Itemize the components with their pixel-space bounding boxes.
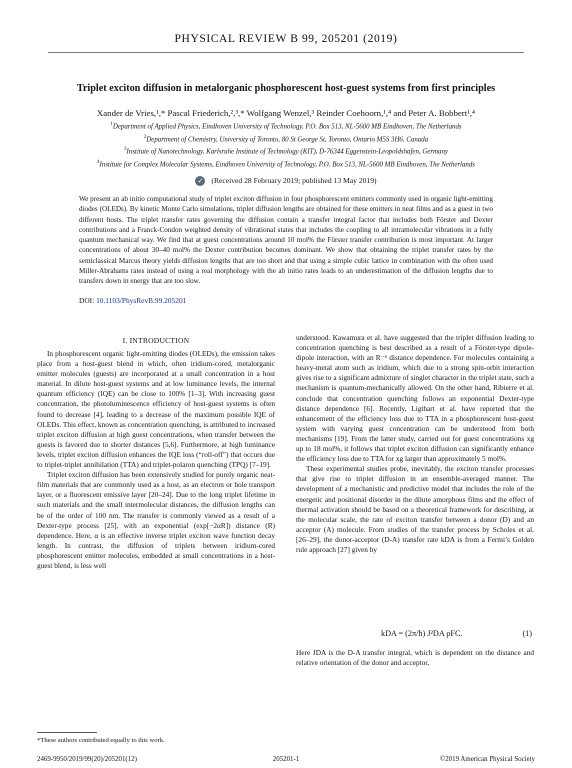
footer-copyright: ©2019 American Physical Society: [440, 756, 535, 763]
affiliation-number: 4: [97, 160, 100, 166]
doi-line: [79, 296, 186, 305]
header-rule: [48, 52, 524, 53]
affiliation-text: Department of Chemistry, University of Toronto, 80 St George St, Toronto, Ontario M5S 3H6, Canada: [146, 136, 429, 143]
section-heading: I. INTRODUCTION: [122, 336, 190, 345]
affiliation-3: [20, 145, 552, 158]
doi-link[interactable]: 10.1103/PhysRevB.99.205201: [96, 296, 187, 305]
author-list: Xander de Vries,¹,* Pascal Friederich,²,³,* Wolfgang Wenzel,³ Reinder Coehoorn,¹,⁴ and Peter A. Bobbert¹,⁴: [96, 108, 476, 118]
body-paragraph: understood. Kawamura et al. have suggested that the triplet diffusion leading to concentration quenching is best described as a result of a Förster-type dipole-dipole interaction, with an R⁻⁶ distance dependence. For molecules containing a heavy-metal atom such as iridium, which due to a strong spin-orbit interaction gives rise to a significant admixture of singlet character in the triplet state, such a mechanism is quantum-mechanically allowed. On the other hand, Ribierre et al. conclude that concentration quenching follows an exponential Dexter-type distance dependence [6]. Recently, Ligthart et al. have reported that the enhancement of the efficiency loss due to TTA in a phosphorescent host-guest system with varying guest concentration can be understood from both mechanisms [19]. From the latter study, carried out for guest concentrations xg up to 18 mol%, it follows that triplet exciton diffusion can significantly enhance the efficiency loss due to TTA for xg larger than approximately 5 mol%.: [296, 333, 534, 464]
body-column-left: [37, 349, 275, 571]
body-paragraph: Here JDA is the D-A transfer integral, which is dependent on the distance and relative orientation of the donor and acceptor,: [296, 648, 534, 668]
paper-title: Triplet exciton diffusion in metalorganic phosphorescent host-guest systems from first principles: [76, 83, 496, 94]
journal-header: PHYSICAL REVIEW B 99, 205201 (2019): [174, 33, 398, 45]
affiliation-1: [20, 120, 552, 133]
received-line: [0, 176, 572, 186]
equation-1: [296, 624, 534, 644]
affiliation-text: Institute for Complex Molecular Systems, Eindhoven University of Technology, P.O. Box 513, NL-5600 MB Eindhoven, The Netherlands: [99, 161, 475, 169]
affiliation-4: [20, 158, 552, 171]
affiliation-number: 2: [143, 134, 147, 140]
abstract: We present an ab initio computational study of triplet exciton diffusion in four phosphorescent emitters commonly used in organic light-emitting diodes (OLEDs). By kinetic Monte Carlo simulations, triplet diffusion lengths are obtained for these emitters in neat films and as a guest in two different hosts. The triplet transfer rates governing the diffusion contain a transfer integral factor that includes both Förster and Dexter contributions and a Franck-Condon weighted density of vibrational states that includes the coupling to all intramolecular vibrations in a fully quantum mechanical way. We find that at guest concentrations around 10 mol% the Förster transfer contribution is most important. At larger concentrations of about 30–40 mol% the Dexter contribution becomes dominant. We show that obtaining the triplet transfer rates by the semiclassical Marcus theory yields diffusion lengths that are too short and that using a simple cubic lattice in combination with the often used Miller-Abrahams rates instead of using a real morphology with the ab initio rates leads to an underestimation of the diffusion lengths due to transfers down in energy that are too slow.: [79, 195, 493, 286]
affiliation-text: Department of Applied Physics, Eindhoven University of Technology, P.O. Box 513, NL-5600 MB Eindhoven, The Netherlands: [112, 123, 462, 131]
body-column-right-continued: [296, 648, 534, 668]
affiliation-number: 1: [110, 122, 113, 127]
equation-formula: kDA = (2π/ħ) J²DA ρFC.: [381, 629, 463, 638]
affiliations: [20, 120, 552, 171]
footer-page-number: 205201-1: [272, 756, 300, 763]
received-dates: (Received 28 February 2019; published 13 May 2019): [211, 176, 377, 185]
equation-number: (1): [522, 629, 532, 638]
body-paragraph: Triplet exciton diffusion has been extensively studied for purely organic neat-film materials that are commonly used as a host, as an electron or hole transport layer, or a fluorescent emissive layer [20–24]. Due to the long triplet lifetime in such materials and the small intermolecular distances, the diffusion lengths can be of the order of 100 nm. The transfer is commonly viewed as a result of a Dexter-type process [25], with an exponential (exp[−2αR]) distance (R) dependence. Here, α is an effective inverse triplet exciton wave function decay length. In contrast, the diffusion of triplets between iridium-cored phosphorescent emitter molecules, embedded at small concentrations in a host-guest blend, is less well: [37, 470, 275, 570]
body-column-right: [296, 333, 534, 555]
affiliation-number: 3: [124, 147, 127, 153]
footnote: *These authors contributed equally to this work.: [37, 737, 165, 744]
body-paragraph: These experimental studies probe, inevitably, the exciton transfer processes that give rise to triplet diffusion in an ensemble-averaged manner. The development of a mechanistic and predictive model that includes the role of the energetic and positional disorder in the dilute amorphous films and the effect of thermal activation should be based on a theoretical framework for describing, at the molecular scale, the rate of exciton transfer between a donor (D) and an acceptor (A) molecule. From studies of the transfer process by Scholes et al. [26–29], the donor-acceptor (D-A) transfer rate kDA is from a Fermi’s Golden rule approach [27] given by: [296, 464, 534, 554]
footnote-rule: [37, 732, 97, 733]
affiliation-text: Institute of Nanotechnology, Karlsruhe Institute of Technology (KIT), D-76344 Eggenstein-Leopoldshafen, Germany: [126, 148, 448, 156]
crossmark-icon[interactable]: ✓: [195, 176, 205, 186]
footer-issn: 2469-9950/2019/99(20)/205201(12): [37, 756, 137, 763]
body-paragraph: In phosphorescent organic light-emitting diodes (OLEDs), the emission takes place from a host-guest blend in which, often iridium-cored, metalorganic emitter molecules (guests) are incorporated at a small concentration in a host material. In dilute host-guest systems and at low luminance levels, the internal quantum efficiency (IQE) can be close to 100% [1–3]. With increasing guest concentration, the photoluminescence efficiency of host-guest systems is often found to decrease [4], leading to a decrease of the maximum possible IQE of OLEDs. This effect, known as concentration quenching, is attributed to increased triplet exciton diffusion at high guest concentrations, when transfer between the guests is favored due to shorter distances [5,6]. Furthermore, at high luminance levels, triplet exciton diffusion enhances the IQE loss (“roll-off”) that occurs due to triplet-triplet annihilation (TTA) and triplet-polaron quenching (TPQ) [7–19].: [37, 349, 275, 470]
affiliation-2: [20, 133, 552, 146]
doi-label: DOI:: [79, 296, 95, 305]
